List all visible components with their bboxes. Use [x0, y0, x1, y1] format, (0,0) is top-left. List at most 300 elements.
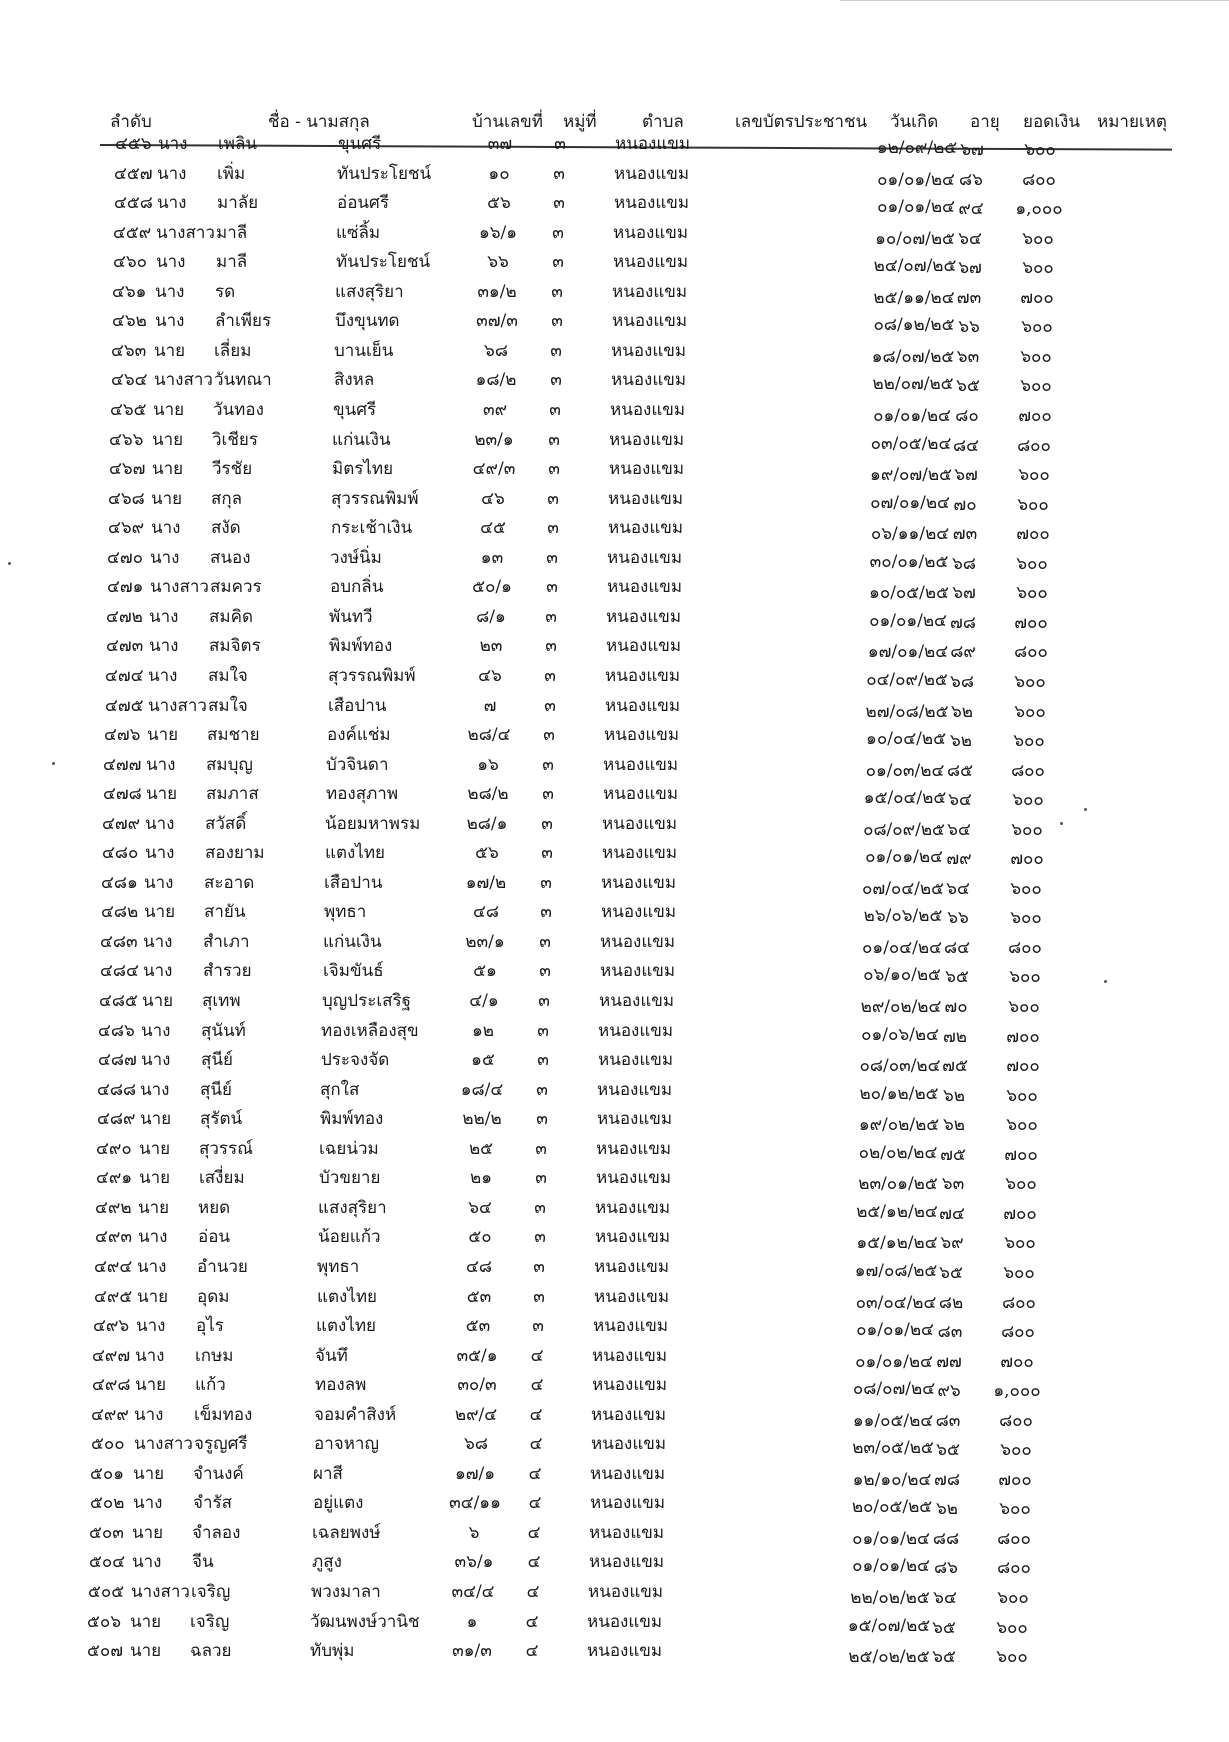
cell-moo: ๓	[546, 547, 558, 568]
cell-no: ๔๖๒	[112, 311, 147, 332]
cell-age: ๗๒	[943, 1026, 967, 1047]
cell-no: ๔๗๑	[107, 577, 144, 598]
header-amount: ยอดเงิน	[1023, 112, 1080, 132]
cell-house-no: ๕๓	[466, 1286, 492, 1307]
cell-title: นางสาว	[156, 222, 215, 243]
cell-amount: ๘๐๐	[1001, 1322, 1035, 1342]
cell-age: ๖๕	[939, 1262, 963, 1283]
cell-birth-date: ๐๖/๑๑/๒๔	[870, 524, 950, 545]
cell-no: ๔๘๑	[101, 872, 138, 893]
cell-no: ๔๙๒	[95, 1197, 132, 1218]
table-row	[0, 898, 1229, 929]
scan-speck	[1060, 822, 1063, 825]
cell-last-name: สิงหล	[334, 370, 375, 391]
table-row	[0, 603, 1229, 631]
cell-amount: ๖๐๐	[996, 1647, 1028, 1667]
cell-house-no: ๑๖/๑	[478, 222, 518, 243]
cell-age: ๗๘	[934, 1469, 960, 1490]
cell-moo: ๔	[527, 1552, 541, 1573]
cell-subdistrict: หนองแขม	[591, 1434, 667, 1455]
cell-moo: ๓	[540, 872, 552, 893]
cell-amount: ๖๐๐	[1024, 140, 1056, 160]
cell-moo: ๓	[539, 931, 551, 952]
cell-subdistrict: หนองแขม	[593, 1316, 669, 1336]
table-row	[0, 1342, 1229, 1370]
cell-amount: ๖๐๐	[1014, 671, 1046, 692]
cell-house-no: ๒๘/๒	[467, 784, 509, 805]
cell-last-name: เสือปาน	[328, 695, 387, 716]
cell-title: นาย	[152, 459, 184, 480]
cell-title: นาง	[132, 1552, 162, 1573]
cell-amount: ๗๐๐	[1000, 1351, 1034, 1372]
cell-house-no: ๔๘	[473, 902, 499, 923]
cell-amount: ๖๐๐	[996, 1617, 1028, 1638]
cell-first-name: สองยาม	[205, 843, 265, 864]
cell-amount: ๖๐๐	[1012, 790, 1044, 811]
cell-no: ๔๘๘	[97, 1079, 137, 1100]
cell-no: ๕๐๕	[88, 1582, 125, 1602]
cell-subdistrict: หนองแขม	[600, 961, 676, 982]
table-row	[0, 632, 1229, 663]
cell-amount: ๘๐๐	[1008, 937, 1042, 958]
cell-house-no: ๓๑/๒	[477, 281, 517, 302]
cell-house-no: ๒๓/๑	[474, 429, 514, 450]
cell-birth-date: ๒๙/๐๒/๒๔	[860, 997, 942, 1017]
cell-first-name: สุนีย์	[200, 1079, 232, 1100]
cell-no: ๔๘๓	[100, 931, 138, 952]
cell-subdistrict: หนองแขม	[596, 1168, 672, 1189]
cell-first-name: เสงี่ยม	[199, 1168, 245, 1189]
cell-subdistrict: หนองแขม	[615, 134, 691, 154]
cell-birth-date: ๑๙/๐๒/๒๕	[858, 1115, 940, 1136]
cell-moo: ๔	[527, 1522, 541, 1543]
cell-house-no: ๑๓	[480, 547, 504, 568]
cell-age: ๖๘	[952, 553, 976, 574]
table-row	[0, 426, 1229, 454]
cell-subdistrict: หนองแขม	[606, 606, 682, 627]
cell-moo: ๓	[535, 1138, 547, 1159]
cell-first-name: สมใจ	[208, 695, 248, 716]
cell-amount: ๗๐๐	[1010, 849, 1044, 870]
cell-age: ๘๔	[944, 937, 970, 958]
cell-no: ๔๘๐	[102, 843, 139, 864]
cell-age: ๖๔	[933, 1588, 957, 1608]
cell-amount: ๘๐๐	[1017, 435, 1051, 456]
cell-moo: ๓	[545, 606, 557, 627]
cell-subdistrict: หนองแขม	[598, 1020, 674, 1041]
cell-house-no: ๕๐	[468, 1227, 492, 1248]
cell-house-no: ๔๘	[466, 1256, 492, 1277]
table-row	[0, 219, 1229, 247]
cell-subdistrict: หนองแขม	[599, 991, 675, 1011]
cell-no: ๔๕๙	[113, 222, 152, 243]
cell-age: ๖๔	[946, 878, 970, 899]
cell-age: ๘๙	[950, 642, 976, 663]
cell-moo: ๓	[539, 961, 551, 982]
cell-moo: ๓	[549, 399, 561, 420]
table-row	[0, 514, 1229, 545]
cell-house-no: ๒๙/๔	[454, 1404, 498, 1425]
cell-last-name: พุทธา	[324, 902, 367, 923]
cell-subdistrict: หนองแขม	[607, 577, 683, 598]
cell-house-no: ๘/๑	[476, 606, 506, 627]
table-row	[0, 189, 1229, 220]
cell-no: ๔๕๘	[114, 193, 153, 214]
table-row	[0, 1164, 1229, 1195]
cell-birth-date: ๐๘/๐๙/๒๕	[863, 819, 945, 840]
cell-moo: ๓	[550, 340, 562, 361]
cell-first-name: อ่อน	[198, 1227, 231, 1248]
cell-last-name: ประจงจัด	[321, 1050, 390, 1071]
table-row	[0, 810, 1229, 838]
cell-age: ๗๐	[953, 494, 977, 515]
scan-speck	[1104, 980, 1107, 983]
cell-no: ๔๖๔	[111, 370, 148, 391]
cell-age: ๗๙	[946, 849, 972, 870]
cell-moo: ๓	[547, 488, 559, 509]
cell-no: ๔๗๔	[105, 665, 144, 686]
cell-first-name: อุไร	[196, 1316, 224, 1336]
cell-house-no: ๖๖	[487, 252, 509, 273]
cell-no: ๔๙๕	[94, 1286, 133, 1307]
cell-last-name: กระเช้าเงิน	[331, 518, 413, 539]
cell-first-name: แก้ว	[195, 1375, 226, 1396]
cell-first-name: วิเชียร	[212, 429, 258, 450]
cell-house-no: ๒๘/๔	[467, 725, 511, 745]
cell-no: ๔๙๐	[96, 1138, 132, 1159]
cell-house-no: ๑๘/๒	[475, 370, 517, 391]
cell-age: ๗๐	[944, 997, 968, 1017]
cell-subdistrict: หนองแขม	[613, 252, 689, 273]
cell-amount: ๖๐๐	[1022, 258, 1054, 279]
cell-last-name: จันทึ	[315, 1345, 348, 1366]
cell-moo: ๔	[529, 1404, 543, 1425]
cell-age: ๖๕	[936, 1440, 960, 1461]
cell-first-name: สมบุญ	[206, 754, 253, 775]
cell-age: ๘๖	[934, 1558, 958, 1579]
cell-title: นาง	[157, 193, 187, 214]
cell-amount: ๖๐๐	[1006, 1085, 1038, 1106]
cell-subdistrict: หนองแขม	[587, 1611, 663, 1632]
cell-birth-date: ๐๑/๐๑/๒๔	[877, 197, 955, 218]
cell-title: นาย	[146, 784, 178, 805]
cell-subdistrict: หนองแขม	[606, 636, 682, 657]
cell-no: ๔๗๙	[102, 813, 141, 834]
cell-age: ๗๔	[939, 1203, 965, 1224]
cell-age: ๖๔	[958, 228, 982, 249]
table-row	[0, 307, 1229, 338]
cell-amount: ๖๐๐	[1011, 819, 1043, 840]
cell-moo: ๔	[528, 1493, 542, 1514]
cell-first-name: เจริญ	[191, 1582, 231, 1602]
cell-house-no: ๔/๑	[469, 991, 499, 1011]
cell-subdistrict: หนองแขม	[602, 813, 678, 834]
cell-house-no: ๖	[468, 1522, 480, 1543]
cell-title: นาย	[142, 991, 174, 1011]
cell-no: ๔๙๔	[94, 1256, 133, 1277]
cell-amount: ๗๐๐	[1020, 287, 1054, 308]
cell-house-no: ๑๗/๑	[454, 1463, 496, 1484]
cell-age: ๘๐	[955, 405, 979, 426]
cell-birth-date: ๐๔/๐๙/๒๕	[866, 669, 948, 690]
cell-first-name: จำลอง	[192, 1522, 241, 1543]
cell-title: นาย	[133, 1463, 165, 1484]
cell-subdistrict: หนองแขม	[590, 1463, 666, 1484]
cell-birth-date: ๒๗/๐๘/๒๕	[865, 701, 949, 722]
cell-last-name: น้อยแก้ว	[318, 1227, 381, 1248]
cell-subdistrict: หนองแขม	[587, 1641, 663, 1661]
cell-birth-date: ๐๑/๐๑/๒๔	[873, 405, 951, 426]
cell-no: ๔๙๓	[95, 1227, 132, 1248]
cell-amount: ๖๐๐	[1020, 346, 1052, 367]
cell-subdistrict: หนองแขม	[596, 1138, 672, 1159]
cell-moo: ๓	[537, 1050, 549, 1071]
table-row	[0, 751, 1229, 779]
cell-age: ๗๘	[950, 612, 976, 633]
cell-first-name: สำรวย	[203, 961, 252, 982]
cell-moo: ๓	[541, 843, 553, 864]
cell-birth-date: ๑๕/๑๒/๒๔	[856, 1233, 938, 1254]
cell-title: นาง	[150, 547, 180, 568]
table-row	[0, 337, 1229, 365]
cell-moo: ๓	[538, 991, 550, 1011]
cell-title: นาง	[143, 931, 173, 952]
cell-first-name: สุวรรณ์	[199, 1138, 253, 1159]
table-row	[0, 366, 1229, 397]
cell-no: ๕๐๒	[90, 1493, 125, 1514]
cell-first-name: เพิ่ม	[217, 163, 246, 184]
cell-amount: ๖๐๐	[1003, 1262, 1035, 1283]
cell-last-name: เสือปาน	[324, 872, 383, 893]
cell-moo: ๓	[543, 725, 555, 745]
cell-house-no: ๑	[466, 1611, 478, 1632]
cell-house-no: ๓๔/๔	[451, 1582, 495, 1602]
cell-subdistrict: หนองแขม	[589, 1522, 665, 1543]
cell-house-no: ๕๑	[473, 961, 497, 982]
cell-title: นางสาว	[154, 370, 213, 391]
cell-birth-date: ๐๑/๐๑/๒๔	[852, 1556, 930, 1577]
cell-no: ๔๗๕	[105, 695, 144, 716]
cell-birth-date: ๑๒/๑๐/๒๔	[852, 1469, 932, 1490]
cell-house-no: ๗	[483, 695, 497, 716]
cell-moo: ๓	[533, 1286, 545, 1307]
cell-title: นาย	[154, 340, 186, 361]
table-row	[0, 1578, 1229, 1606]
cell-moo: ๓	[544, 695, 556, 716]
cell-last-name: เจิมขันธ์	[323, 961, 384, 982]
cell-amount: ๗๐๐	[1006, 1026, 1040, 1047]
table-row	[0, 1519, 1229, 1547]
cell-no: ๔๖๖	[109, 429, 144, 450]
cell-title: นาง	[133, 1493, 163, 1514]
cell-subdistrict: หนองแขม	[605, 665, 681, 686]
cell-house-no: ๓๗	[487, 134, 513, 154]
table-row	[0, 1489, 1229, 1520]
cell-age: ๖๕	[956, 376, 980, 397]
cell-no: ๔๕๖	[115, 134, 152, 154]
cell-age: ๗๓	[952, 524, 978, 545]
cell-no: ๔๘๒	[101, 902, 139, 923]
cell-last-name: บัวจินดา	[326, 754, 389, 775]
header-house: บ้านเลขที่	[472, 112, 544, 132]
cell-title: นาย	[138, 1197, 170, 1218]
cell-subdistrict: หนองแขม	[592, 1375, 668, 1396]
cell-birth-date: ๑๐/๐๕/๒๕	[869, 583, 949, 604]
cell-last-name: มิตรไทย	[332, 459, 394, 480]
cell-house-no: ๒๒/๒	[462, 1109, 502, 1130]
scan-speck	[1084, 808, 1087, 811]
cell-first-name: อุดม	[197, 1286, 230, 1307]
header-subdistrict: ตำบล	[642, 112, 684, 132]
cell-subdistrict: หนองแขม	[590, 1493, 666, 1514]
cell-title: นาง	[149, 636, 179, 657]
cell-last-name: สุวรรณพิมพ์	[331, 488, 419, 509]
cell-amount: ๖๐๐	[1013, 731, 1045, 751]
cell-birth-date: ๑๕/๐๔/๒๕	[863, 788, 947, 809]
cell-subdistrict: หนองแขม	[611, 340, 687, 361]
cell-moo: ๓	[553, 163, 565, 184]
cell-moo: ๓	[545, 636, 557, 657]
header-no: ลำดับ	[110, 112, 152, 132]
cell-age: ๖๓	[941, 1174, 965, 1195]
cell-last-name: สุวรรณพิมพ์	[328, 665, 416, 686]
cell-house-no: ๑๘/๔	[460, 1079, 504, 1100]
cell-title: นาย	[137, 1286, 169, 1307]
cell-amount: ๗๐๐	[1014, 612, 1048, 633]
cell-house-no: ๑๗/๒	[465, 872, 507, 893]
cell-moo: ๓	[532, 1316, 544, 1336]
cell-house-no: ๔๕	[480, 518, 506, 539]
table-row	[0, 662, 1229, 690]
cell-title: นาง	[140, 1079, 170, 1100]
cell-age: ๖๔	[948, 790, 972, 811]
cell-amount: ๑,๐๐๐	[1015, 199, 1063, 220]
header-id-card: เลขบัตรประชาชน	[735, 112, 868, 132]
cell-last-name: แก่นเงิน	[332, 429, 391, 450]
cell-title: นาง	[143, 961, 173, 982]
cell-birth-date: ๒๕/๐๒/๒๕	[848, 1647, 930, 1667]
cell-last-name: เฉยน่วม	[319, 1138, 379, 1159]
table-row	[0, 721, 1229, 749]
cell-first-name: จีน	[192, 1552, 214, 1573]
cell-birth-date: ๑๘/๐๗/๒๕	[871, 346, 955, 367]
table-row	[0, 1548, 1229, 1579]
cell-first-name: วีรชัย	[212, 459, 253, 480]
cell-birth-date: ๒๓/๐๕/๒๕	[852, 1438, 934, 1459]
cell-house-no: ๕๓	[465, 1316, 491, 1336]
cell-age: ๘๖	[959, 169, 983, 190]
cell-last-name: วงษ์นิ่ม	[330, 547, 382, 568]
cell-first-name: เลี่ยม	[214, 340, 252, 361]
cell-subdistrict: หนองแขม	[595, 1197, 671, 1218]
cell-subdistrict: หนองแขม	[594, 1256, 670, 1277]
cell-amount: ๗๐๐	[1018, 405, 1052, 426]
cell-first-name: รด	[215, 281, 236, 302]
cell-title: นาง	[157, 163, 187, 184]
cell-age: ๖๙	[940, 1233, 964, 1254]
cell-house-no: ๑๒	[472, 1020, 494, 1041]
cell-no: ๔๙๘	[92, 1375, 131, 1396]
table-row	[0, 396, 1229, 424]
cell-amount: ๖๐๐	[999, 1499, 1031, 1520]
cell-age: ๖๒	[951, 701, 973, 722]
cell-first-name: เกษม	[195, 1345, 234, 1366]
table-row	[0, 1608, 1229, 1636]
table-row	[0, 485, 1229, 513]
cell-subdistrict: หนองแขม	[594, 1286, 670, 1307]
cell-first-name: สุนันท์	[201, 1020, 246, 1041]
cell-subdistrict: หนองแขม	[595, 1227, 671, 1248]
cell-title: นาย	[130, 1611, 162, 1632]
cell-first-name: สุรัตน์	[200, 1109, 243, 1130]
cell-last-name: พุทธา	[317, 1256, 360, 1277]
cell-house-no: ๖๘	[464, 1434, 488, 1455]
cell-house-no: ๔๖	[478, 665, 502, 686]
table-row	[0, 130, 1229, 158]
cell-birth-date: ๑๒/๐๙/๒๕	[876, 138, 958, 158]
cell-title: นางสาว	[150, 577, 209, 598]
cell-no: ๔๙๗	[92, 1345, 131, 1366]
cell-title: นาย	[140, 1109, 172, 1130]
cell-last-name: บึงขุนทด	[335, 311, 400, 332]
cell-moo: ๓	[536, 1109, 548, 1130]
cell-first-name: สมภาส	[206, 784, 259, 805]
cell-amount: ๘๐๐	[1002, 1292, 1036, 1313]
cell-last-name: แซ่ลิ้ม	[336, 222, 381, 243]
cell-subdistrict: หนองแขม	[609, 459, 685, 480]
cell-birth-date: ๐๖/๑๐/๒๕	[863, 965, 941, 986]
cell-birth-date: ๐๑/๐๑/๒๔	[852, 1528, 930, 1549]
cell-moo: ๓	[537, 1020, 549, 1041]
header-note: หมายเหตุ	[1097, 112, 1167, 132]
cell-birth-date: ๐๑/๐๓/๒๔	[865, 760, 945, 781]
cell-amount: ๗๐๐	[1003, 1203, 1037, 1224]
cell-last-name: ทองเหลืองสุข	[321, 1020, 419, 1041]
cell-subdistrict: หนองแขม	[597, 1079, 673, 1100]
cell-title: นาง	[156, 252, 186, 273]
cell-moo: ๓	[536, 1079, 548, 1100]
cell-age: ๖๗	[952, 583, 976, 604]
cell-amount: ๖๐๐	[1010, 908, 1042, 929]
cell-first-name: เข็มทอง	[194, 1404, 253, 1425]
cell-subdistrict: หนองแขม	[598, 1050, 674, 1071]
cell-title: นาย	[139, 1138, 171, 1159]
cell-last-name: ขุนศรี	[338, 134, 382, 154]
table-row	[0, 839, 1229, 870]
cell-age: ๗๕	[942, 1056, 968, 1077]
cell-title: นาง	[149, 606, 179, 627]
cell-title: นาง	[151, 518, 181, 539]
cell-moo: ๔	[530, 1375, 544, 1396]
cell-birth-date: ๐๓/๐๔/๒๔	[855, 1292, 937, 1313]
cell-amount: ๘๐๐	[1022, 169, 1056, 190]
cell-age: ๘๔	[953, 435, 979, 456]
cell-subdistrict: หนองแขม	[609, 429, 685, 450]
cell-age: ๘๕	[947, 760, 973, 781]
cell-moo: ๓	[541, 813, 553, 834]
cell-birth-date: ๐๑/๐๔/๒๔	[862, 937, 942, 958]
cell-moo: ๔	[526, 1582, 540, 1602]
scan-edge-line	[840, 0, 1229, 1]
cell-birth-date: ๑๐/๐๔/๒๕	[866, 729, 946, 749]
cell-birth-date: ๐๑/๐๑/๒๔	[869, 610, 947, 631]
cell-first-name: มาลี	[216, 252, 248, 273]
cell-title: นาง	[136, 1316, 166, 1336]
cell-first-name: จำนงค์	[193, 1463, 244, 1484]
cell-age: ๗๓	[956, 287, 982, 308]
cell-amount: ๖๐๐	[1006, 1115, 1038, 1136]
cell-moo: ๓	[534, 1227, 546, 1248]
